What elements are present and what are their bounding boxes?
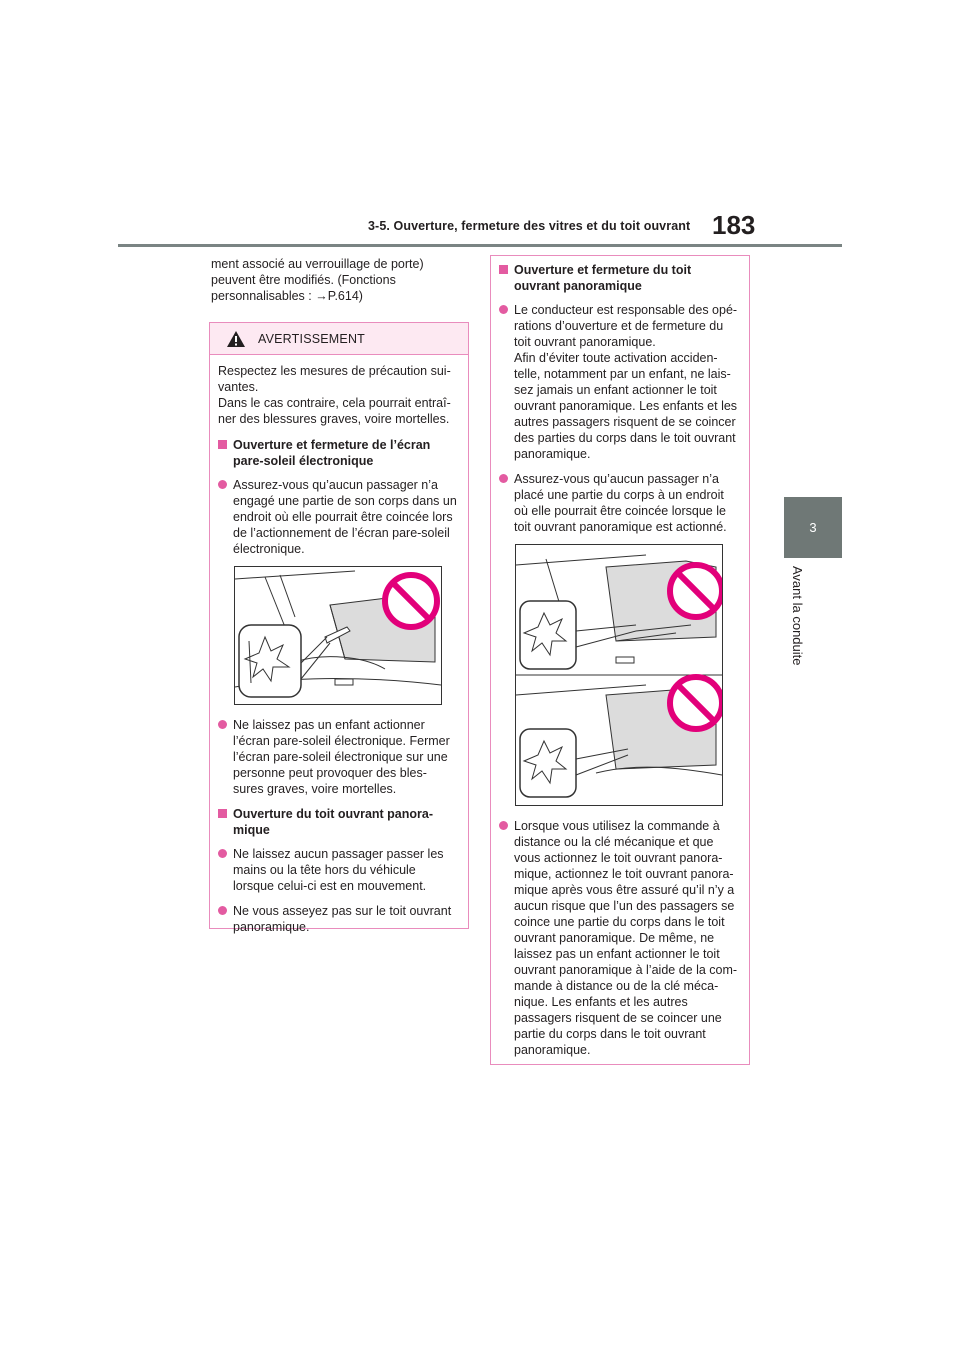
bullet-item xyxy=(218,903,458,935)
warning-triangle-icon xyxy=(226,330,246,348)
bullet-item xyxy=(218,477,458,557)
warning-box-continued xyxy=(490,255,750,1065)
page-header-title: 3-5. Ouverture, fermeture des vitres et du toit ouvrant xyxy=(368,219,691,233)
bullet-dot-icon xyxy=(218,480,227,489)
bullet-text: Ne laissez pas un enfant actionner l’écran pare-soleil électronique. Fermer l’écran pare-soleil électronique sur une personne peut provoquer des bles- sures graves, voire mortelles. xyxy=(233,718,450,796)
square-bullet-icon xyxy=(499,265,508,274)
section-heading xyxy=(218,806,458,838)
bullet-item xyxy=(499,471,739,535)
chapter-label: Avant la conduite xyxy=(790,566,805,666)
bullet-text: Ne vous asseyez pas sur le toit ouvrant panoramique. xyxy=(233,904,452,934)
warning-intro: Respectez les mesures de précaution sui- vantes. Dans le cas contraire, cela pourrait entraî- ner des blessures graves, voire mortelles. xyxy=(218,364,451,426)
bullet-dot-icon xyxy=(499,821,508,830)
bullet-text: Assurez-vous qu’aucun passager n’a engagé une partie de son corps dans un endroit où elle pourrait être coincée lors de l’actionnement de l’écran pare-soleil électronique. xyxy=(233,478,457,556)
bullet-dot-icon xyxy=(218,849,227,858)
bullet-dot-icon xyxy=(218,906,227,915)
bullet-text: Assurez-vous qu’aucun passager n’a placé une partie du corps à un endroit où elle pourrait être coincée lorsque le toit ouvrant panoramique est actionné. xyxy=(514,472,727,534)
bullet-item xyxy=(218,717,458,797)
chapter-tab: 3 xyxy=(784,497,842,558)
section-heading xyxy=(499,262,739,294)
bullet-item xyxy=(499,302,739,462)
bullet-item xyxy=(499,818,739,1058)
sunshade-illustration xyxy=(234,566,442,705)
bullet-text: Le conducteur est responsable des opé- rations d’ouverture et de fermeture du toit ouvrant panoramique. Afin d’éviter toute activation acciden- telle, notamment par un enfant, ne lais- sez jamais un enfant actionner le toit ouvrant panoramique. Les enfants et les autres passagers risquent de se coincer des parties du corps dans le toit ouvrant panoramique. xyxy=(514,303,738,461)
panoramic-roof-illustration xyxy=(515,544,723,806)
bullet-item xyxy=(218,846,458,894)
bullet-dot-icon xyxy=(218,720,227,729)
warning-box xyxy=(209,322,469,934)
section-title: Ouverture du toit ouvrant panora- mique xyxy=(233,807,434,837)
square-bullet-icon xyxy=(218,440,227,449)
section-heading xyxy=(218,437,458,469)
page-number: 183 xyxy=(712,210,756,240)
warning-header xyxy=(210,323,468,355)
bullet-text: Lorsque vous utilisez la commande à distance ou la clé mécanique et que vous actionnez le toit ouvrant panora- mique, actionnez le toit ouvrant panora- mique après vous être assuré qu’il n’y a aucun risque que l’un des passagers se coince une partie du corps dans le toit ouvrant panoramique. De même, ne laissez pas un enfant actionner le toit ouvrant panoramique à l’aide de la com- mande à distance ou de la clé méca- nique. Les enfants et les autres passagers risquent de se coincer une partie du corps dans le toit ouvrant panoramique. xyxy=(514,819,738,1057)
section-title: Ouverture et fermeture de l’écran pare-soleil électronique xyxy=(233,438,431,468)
section-title: Ouverture et fermeture du toit ouvrant panoramique xyxy=(514,263,692,293)
header-divider xyxy=(118,244,842,247)
bullet-dot-icon xyxy=(499,305,508,314)
bullet-text: Ne laissez aucun passager passer les mains ou la tête hors du véhicule lorsque celui-ci est en mouvement. xyxy=(233,847,444,893)
warning-heading: AVERTISSEMENT xyxy=(258,331,366,346)
square-bullet-icon xyxy=(218,809,227,818)
bullet-dot-icon xyxy=(499,474,508,483)
intro-paragraph: ment associé au verrouillage de porte) peuvent être modifiés. (Fonctions personnalisables : →P.614) xyxy=(211,257,424,303)
